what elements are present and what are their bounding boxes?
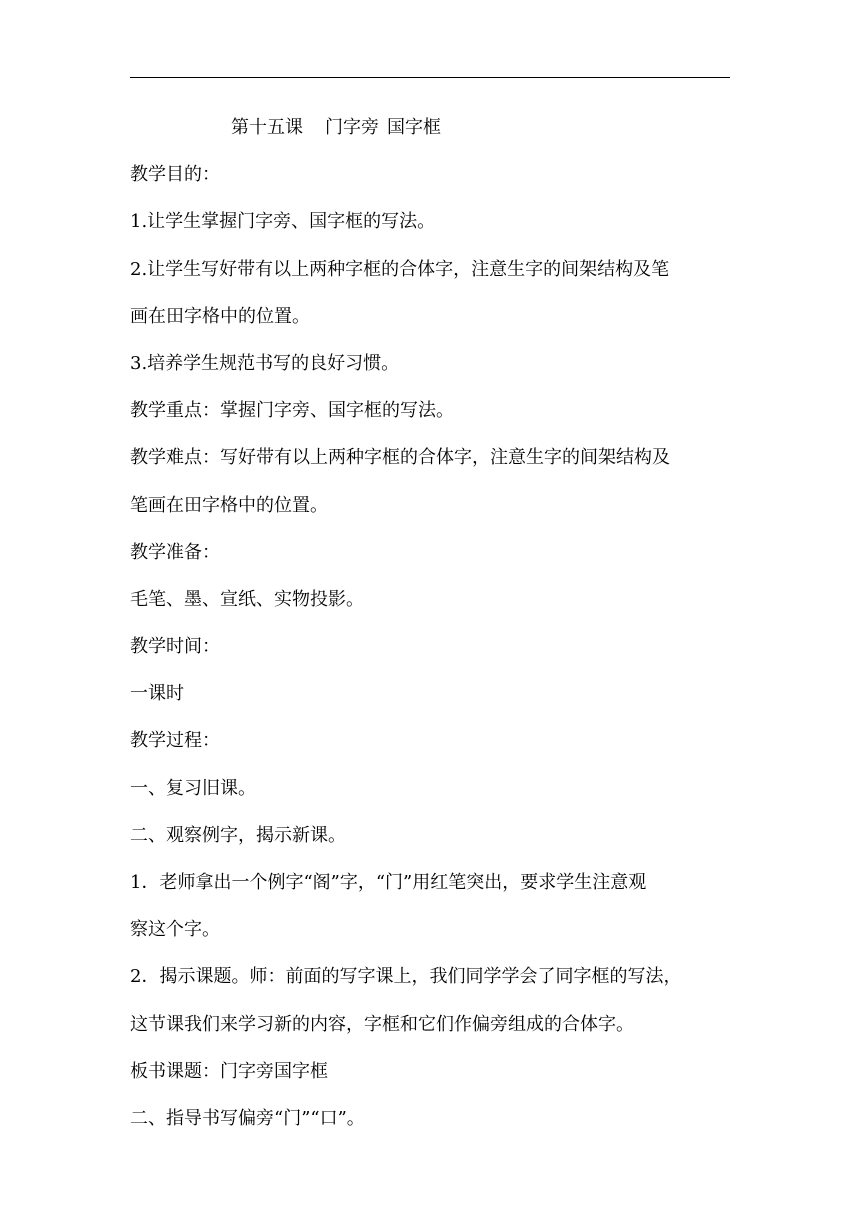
process-step-2-item-2-cont: 这节课我们来学习新的内容，字框和它们作偏旁组成的合体字。 [130,1013,634,1035]
objective-2: 2.让学生写好带有以上两种字框的合体字，注意生字的间架结构及笔 [130,258,670,280]
objective-2-cont: 画在田字格中的位置。 [130,305,310,327]
difficulty-cont: 笔画在田字格中的位置。 [130,494,328,516]
process-step-2: 二、观察例字，揭示新课。 [130,824,346,846]
heading-process: 教学过程： [130,730,220,752]
difficulty: 教学难点：写好带有以上两种字框的合体字，注意生字的间架结构及 [130,447,670,469]
process-step-1: 一、复习旧课。 [130,777,256,799]
heading-objectives: 教学目的： [130,164,220,186]
lesson-topic-frame: 国字框 [387,117,441,138]
blackboard-title: 板书课题：门字旁国字框 [130,1060,328,1082]
lesson-topic-radical: 门字旁 [325,117,379,138]
key-point: 教学重点：掌握门字旁、国字框的写法。 [130,400,454,422]
process-step-2-item-1: 1．老师拿出一个例字“阁”字，“门”用红笔突出，要求学生注意观 [130,872,647,893]
heading-preparation: 教学准备： [130,541,220,563]
preparation-items: 毛笔、墨、宣纸、实物投影。 [130,588,364,610]
document-body [130,104,730,1142]
objective-1: 1.让学生掌握门字旁、国字框的写法。 [130,211,436,233]
header-rule [130,77,730,78]
time-value: 一课时 [130,683,184,705]
process-step-3: 二、指导书写偏旁“门”“口”。 [130,1107,365,1129]
lesson-number: 第十五课 [231,117,303,138]
heading-time: 教学时间： [130,636,220,658]
objective-3: 3.培养学生规范书写的良好习惯。 [130,352,400,374]
process-step-2-item-1-cont: 察这个字。 [130,919,220,941]
lesson-title [130,104,730,151]
process-step-2-item-2: 2．揭示课题。师：前面的写字课上，我们同学学会了同字框的写法， [130,966,682,988]
